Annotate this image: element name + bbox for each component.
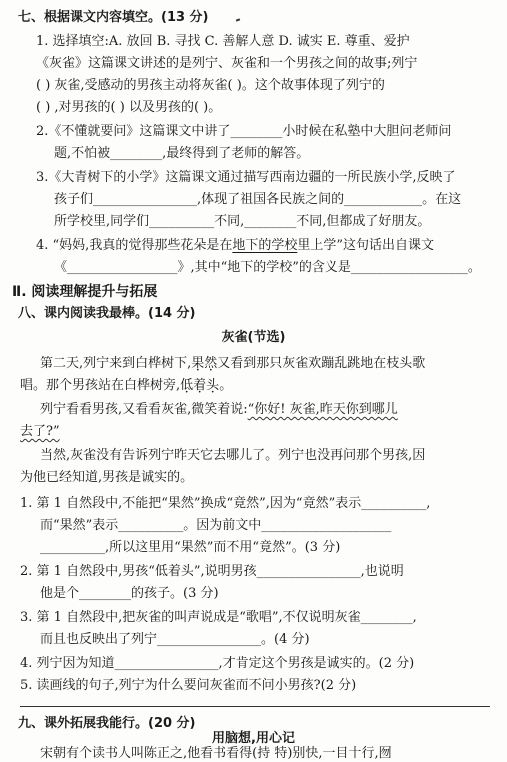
p2-wavy-sentence-end: 去了?” [20, 424, 60, 439]
q8-1-line1: 1. 第 1 自然段中,不能把“果然”换成“竟然”,因为“竟然”表示__________, [20, 496, 431, 511]
ink-mark [236, 18, 240, 21]
q7-4-text-b: 里上学”这句话出自课文 [297, 238, 434, 253]
p1-text-a: 第二天,列宁来到白桦树下, [40, 356, 192, 371]
passage-p2-line1 [40, 400, 398, 420]
dotted-char: 头 [206, 378, 220, 393]
section-7-heading: 七、根据课文内容填空。(13 分) [18, 10, 209, 25]
q8-3-line2: 而且也反映出了列宁________________。(4 分) [40, 632, 310, 647]
passage-title-grey-sparrow: 灰雀(节选) [221, 330, 286, 345]
q7-3-line2: 孩子们________________,体现了祖国各民族之间的____________。在这 [54, 192, 462, 207]
p1-line2-b: 。 [219, 378, 233, 393]
passage-p2-line2 [20, 422, 60, 442]
q7-1-line2: 《灰雀》这篇课文讲述的是列宁、灰雀和一个男孩之间的故事;列宁 [36, 56, 418, 71]
dotted-char: 果 [191, 356, 205, 371]
q7-4-line1 [36, 236, 434, 256]
q8-2-line2: 他是个________的孩子。(3 分) [40, 586, 219, 601]
passage-9-line1: 宋朝有个读书人叫陈正之,他看书看得(持 特)别快,一目十行,囫 [40, 746, 392, 761]
q8-1-line3: __________,所以这里用“果然”而不用“竟然”。(3 分) [40, 540, 341, 555]
q7-3-line1: 3.《大青树下的小学》这篇课文通过描写西南边疆的一所民族小学,反映了 [36, 170, 456, 185]
q7-1-options: 1. 选择填空:A. 放回 B. 寻找 C. 善解人意 D. 诚实 E. 尊重、爱护 [36, 34, 410, 49]
q8-2-line1: 2. 第 1 自然段中,男孩“低着头”,说明男孩________________,也说明 [20, 564, 404, 579]
passage-p1-line1 [40, 354, 425, 374]
dotted-char: 低 [180, 378, 194, 393]
p2-text-plain: 列宁看看男孩,又看看灰雀,微笑着说: [40, 402, 248, 417]
q7-4-underlined-phrase: 地下的学校 [232, 238, 298, 253]
q8-3-line1: 3. 第 1 自然段中,把灰雀的叫声说成是“歌唱”,不仅说明灰雀________, [20, 610, 417, 625]
q7-2-line2: 题,不怕被________,最终得到了老师的解答。 [54, 146, 310, 161]
p1-text-b: 又看到那只灰雀欢蹦乱跳地在枝头歌 [217, 356, 426, 371]
q7-4-text-a: 4. “妈妈,我真的觉得那些花朵是在 [36, 238, 233, 253]
p1-line2-a: 唱。那个男孩站在白桦树旁, [20, 378, 181, 393]
section-9-heading: 九、课外拓展我能行。(20 分) [18, 716, 196, 731]
part-2-heading: Ⅱ. 阅读理解提升与拓展 [12, 284, 158, 300]
q7-3-line3: 所学校里,同学们__________不同,________不同,但都成了好朋友。 [54, 214, 431, 229]
dotted-char: 然 [204, 356, 218, 371]
dotted-char: 着 [193, 378, 207, 393]
q7-1-line4: ( ) ,对男孩的( ) 以及男孩的( )。 [36, 100, 222, 115]
p2-wavy-sentence: “你好! 灰雀,昨天你到哪儿 [247, 402, 398, 417]
q7-2-line1: 2.《不懂就要问》这篇课文中讲了________小时候在私塾中大胆问老师问 [36, 124, 452, 139]
section-8-heading: 八、课内阅读我最棒。(14 分) [18, 306, 196, 321]
passage-p3-line1: 当然,灰雀没有告诉列宁昨天它去哪儿了。列宁也没再问那个男孩,因 [40, 448, 426, 463]
q8-1-line2: 而“果然”表示__________。因为前文中____________________ [40, 518, 392, 533]
q7-1-line3: ( ) 灰雀,受感动的男孩主动将灰雀( )。这个故事体现了列宁的 [36, 78, 385, 93]
q8-4: 4. 列宁因为知道________________,才肯定这个男孩是诚实的。(2 分) [20, 656, 415, 671]
passage-title-use-brain: 用脑想,用心记 [212, 731, 295, 746]
q7-4-line2: 《_________________》,其中“地下的学校”的含义是__________________。 [54, 260, 481, 275]
answer-line [20, 706, 490, 707]
passage-p3-line2: 为他已经知道,男孩是诚实的。 [20, 470, 194, 485]
passage-p1-line2 [20, 376, 232, 396]
q8-5: 5. 读画线的句子,列宁为什么要问灰雀而不问小男孩?(2 分) [20, 678, 357, 693]
